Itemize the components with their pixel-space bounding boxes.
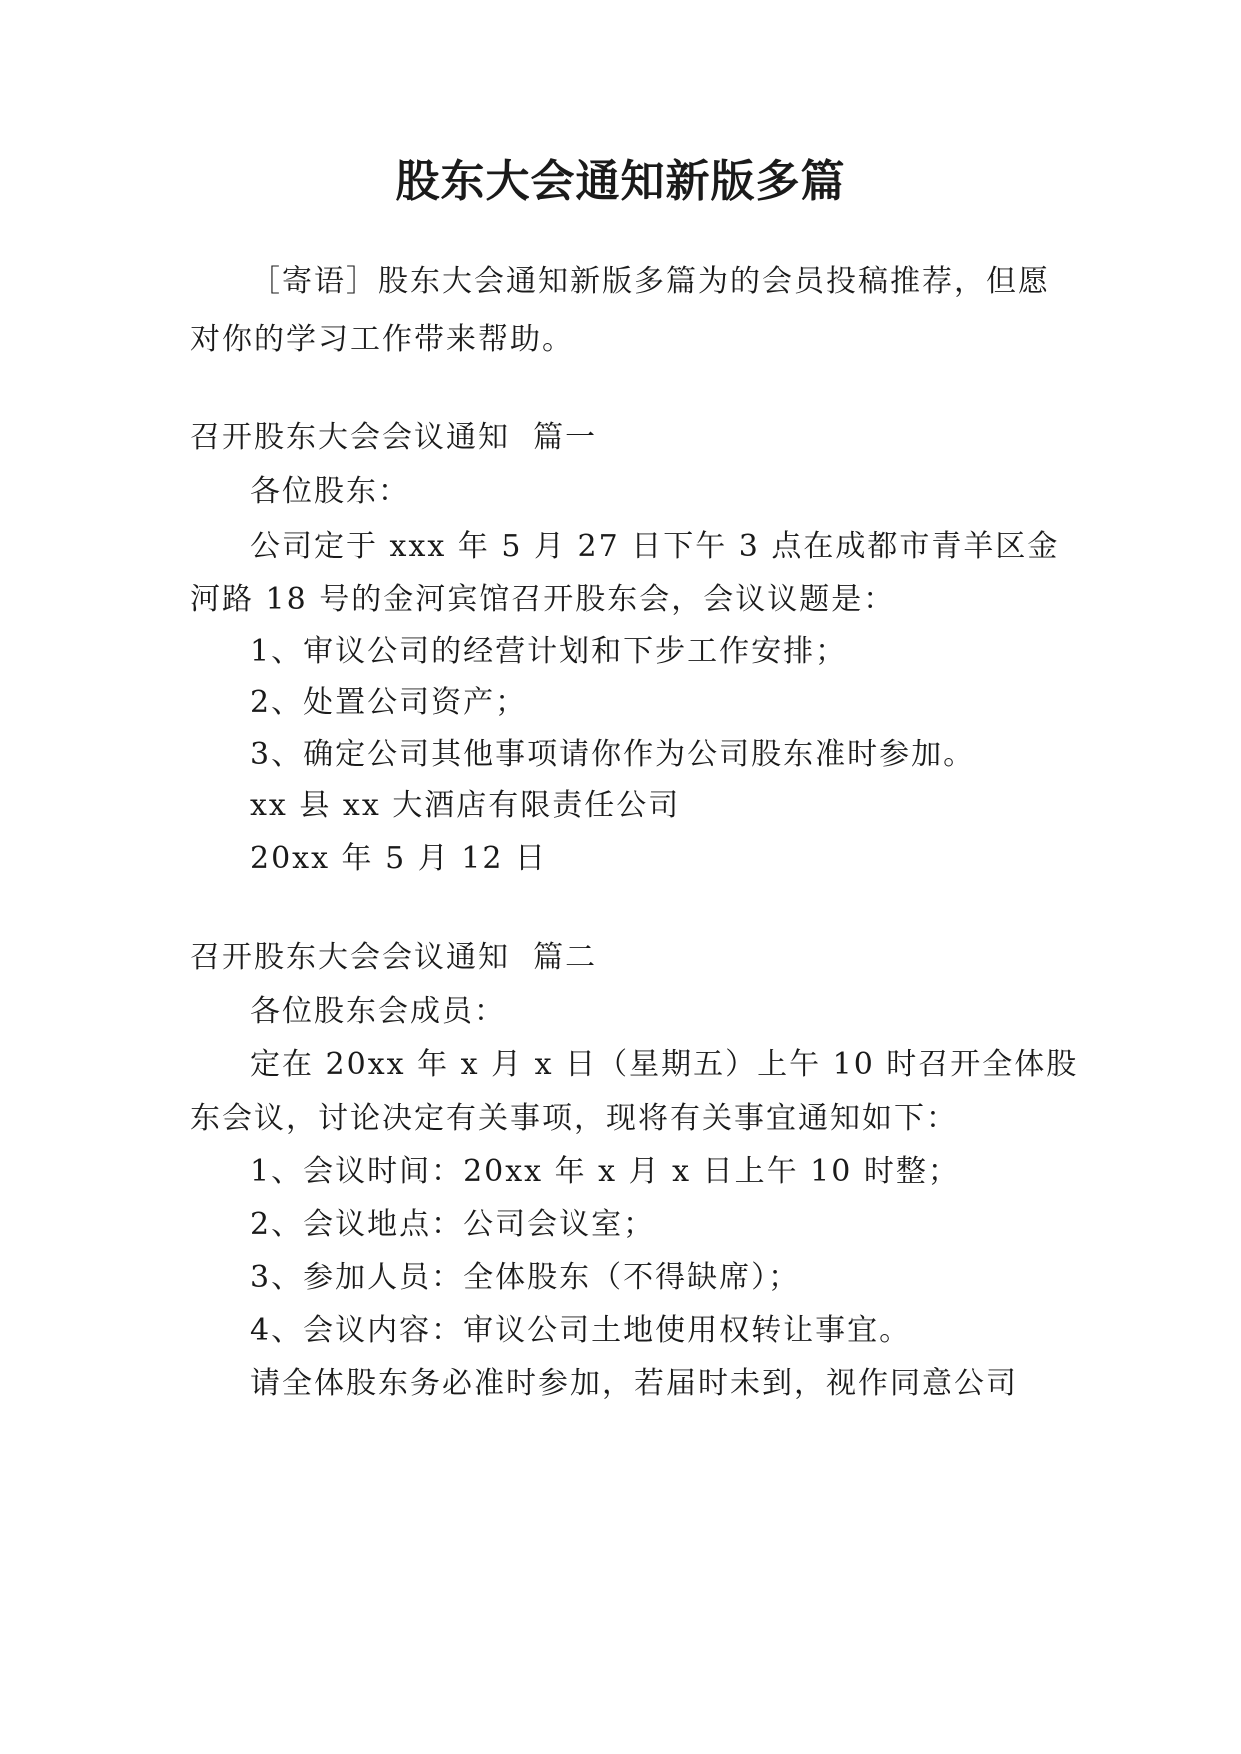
section-1-salutation: 各位股东：: [250, 474, 410, 509]
section-2-heading: 召开股东大会会议通知 篇二: [190, 940, 598, 975]
section-1-item: 1、审议公司的经营计划和下步工作安排；: [250, 634, 848, 669]
section-2-salutation: 各位股东会成员：: [250, 994, 506, 1029]
section-1-item: 2、处置公司资产；: [250, 685, 528, 720]
section-2-item: 2、会议地点：公司会议室；: [250, 1207, 656, 1242]
section-2-item: 4、会议内容：审议公司土地使用权转让事宜。: [250, 1313, 912, 1348]
section-1-company: xx 县 xx 大酒店有限责任公司: [250, 788, 681, 823]
section-2-body-line-1: 定在 20xx 年 x 月 x 日（星期五）上午 10 时召开全体股: [250, 1047, 1079, 1082]
section-1-body-line-1: 公司定于 xxx 年 5 月 27 日下午 3 点在成都市青羊区金: [250, 529, 1060, 564]
section-1-date: 20xx 年 5 月 12 日: [250, 841, 547, 876]
section-2-item: 1、会议时间：20xx 年 x 月 x 日上午 10 时整；: [250, 1154, 960, 1189]
section-2-closing-line-1: 请全体股东务必准时参加，若届时未到，视作同意公司: [250, 1366, 1018, 1401]
section-1-body-line-2: 河路 18 号的金河宾馆召开股东会，会议议题是：: [190, 582, 896, 617]
section-2-item: 3、参加人员：全体股东（不得缺席）；: [250, 1260, 801, 1295]
section-2-body-line-2: 东会议，讨论决定有关事项，现将有关事宜通知如下：: [190, 1101, 958, 1136]
section-1-heading: 召开股东大会会议通知 篇一: [190, 420, 598, 455]
intro-line-2: 对你的学习工作带来帮助。: [190, 322, 574, 357]
intro-line-1: ［寄语］股东大会通知新版多篇为的会员投稿推荐，但愿: [250, 264, 1050, 299]
section-1-item: 3、确定公司其他事项请你作为公司股东准时参加。: [250, 737, 976, 772]
document-title: 股东大会通知新版多篇: [395, 156, 846, 207]
